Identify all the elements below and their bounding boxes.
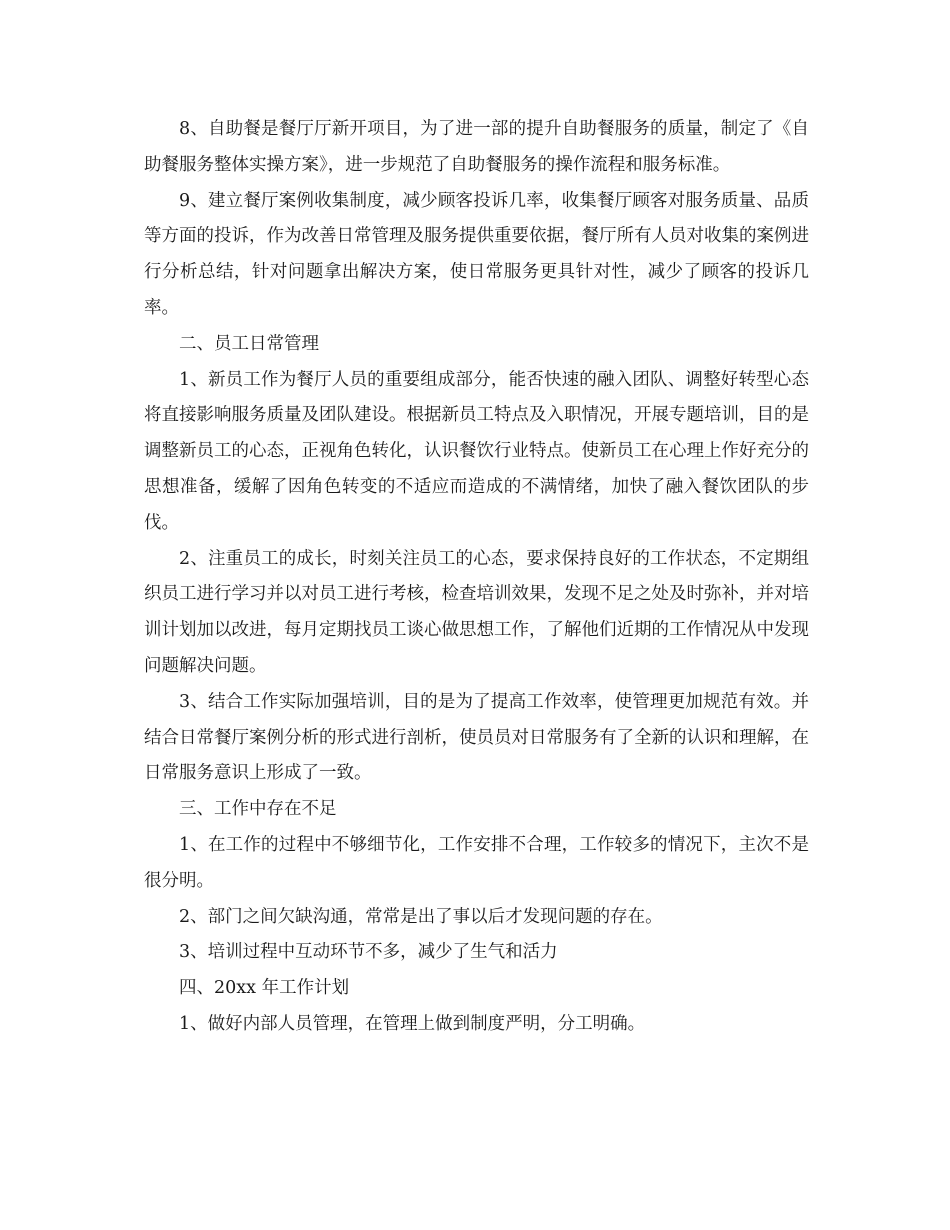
section-heading-shortcomings: 三、工作中存在不足 — [179, 799, 337, 820]
paragraph-new-staff: 1、新员工作为餐厅人员的重要组成部分，能否快速的融入团队、调整好转型心态将直接影响服务质量及团队建设。根据新员工特点及入职情况，开展专题培训，目的是调整新员工的心态，正视角色转化，认识餐饮行业特点。使新员工在心理上作好充分的思想准备，缓解了因角色转变的不适应而造成的不满情绪，加快了融入餐饮团队的步伐。 — [144, 369, 809, 533]
paragraph-shortcoming-3: 3、培训过程中互动环节不多，减少了生气和活力 — [179, 942, 558, 963]
paragraph-shortcoming-1: 1、在工作的过程中不够细节化，工作安排不合理，工作较多的情况下，主次不是很分明。 — [144, 834, 809, 891]
paragraph-plan-1: 1、做好内部人员管理，在管理上做到制度严明，分工明确。 — [179, 1013, 646, 1034]
paragraph-shortcoming-2: 2、部门之间欠缺沟通，常常是出了事以后才发现问题的存在。 — [179, 906, 663, 927]
paragraph-staff-growth: 2、注重员工的成长，时刻关注员工的心态，要求保持良好的工作状态，不定期组织员工进行学习并以对员工进行考核，检查培训效果，发现不足之处及时弥补，并对培训计划加以改进，每月定期找员工谈心做思想工作，了解他们近期的工作情况从中发现问题解决问题。 — [144, 548, 809, 676]
paragraph-case-collection: 9、建立餐厅案例收集制度，减少顾客投诉几率，收集餐厅顾客对服务质量、品质等方面的投诉，作为改善日常管理及服务提供重要依据，餐厅所有人员对收集的案例进行分析总结，针对问题拿出解决方案，使日常服务更具针对性，减少了顾客的投诉几率。 — [144, 190, 809, 318]
section-heading-staff-management: 二、员工日常管理 — [179, 333, 319, 354]
paragraph-buffet-plan: 8、自助餐是餐厅厅新开项目，为了进一部的提升自助餐服务的质量，制定了《自助餐服务整体实操方案》，进一步规范了自助餐服务的操作流程和服务标准。 — [144, 119, 809, 175]
section-heading-work-plan: 四、20xx 年工作计划 — [179, 978, 350, 999]
paragraph-training: 3、结合工作实际加强培训，目的是为了提高工作效率，使管理更加规范有效。并结合日常餐厅案例分析的形式进行剖析，使员员对日常服务有了全新的认识和理解，在日常服务意识上形成了一致。 — [144, 691, 809, 784]
document-body — [144, 112, 809, 1043]
